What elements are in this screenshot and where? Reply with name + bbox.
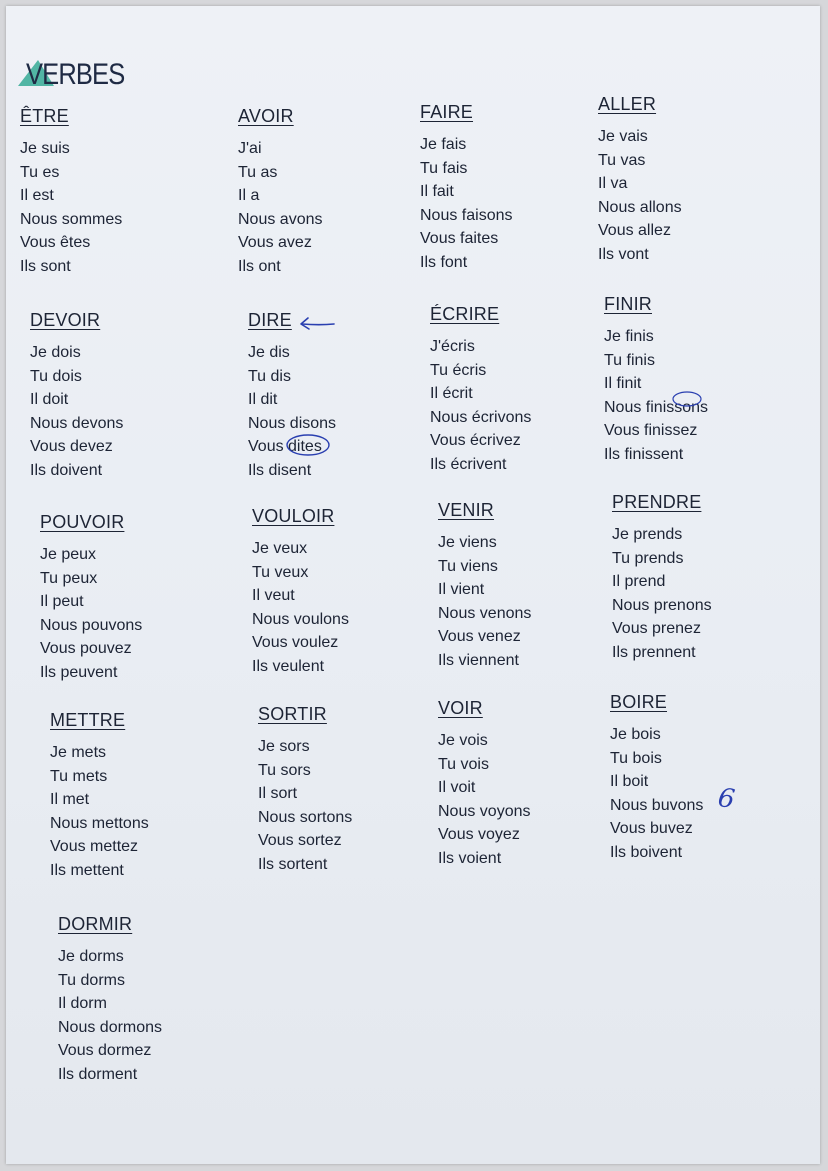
conjugation-list xyxy=(20,137,122,278)
conjugation-form: Je finis xyxy=(604,328,654,345)
conjugation-form: Tu dois xyxy=(30,367,82,385)
conjugation-form: Vous dormez xyxy=(58,1042,152,1059)
conjugation-list xyxy=(598,125,682,266)
conjugation-form: Je sors xyxy=(258,738,310,755)
conjugation-form: Il voit xyxy=(438,779,476,796)
verb-block-pouvoir xyxy=(40,512,142,684)
conjugation-form: Il sort xyxy=(258,785,298,802)
conjugation-form: Tu veux xyxy=(252,563,309,581)
conjugation-form: J'ai xyxy=(238,140,262,157)
page-title: VERBES xyxy=(26,58,125,91)
conjugation-form: Ils ont xyxy=(238,257,281,275)
verb-block-devoir xyxy=(30,310,123,482)
conjugation-form: Il veut xyxy=(252,587,295,604)
conjugation-form: Je prends xyxy=(612,526,683,543)
conjugation-form: Tu viens xyxy=(438,557,498,575)
verb-block-vouloir xyxy=(252,506,349,678)
conjugation-form: Il dorm xyxy=(58,995,107,1012)
conjugation-form: Nous devons xyxy=(30,414,124,432)
conjugation-form: Vous sortez xyxy=(258,832,342,849)
conjugation-form: Ils viennent xyxy=(438,651,519,669)
conjugation-form: Il fait xyxy=(420,183,454,200)
verb-block-dormir xyxy=(58,914,162,1086)
conjugation-form: Il écrit xyxy=(430,385,473,402)
verb-block-aller xyxy=(598,94,682,266)
conjugation-form: Nous finissons xyxy=(604,398,709,416)
conjugation-form: Je peux xyxy=(40,546,97,563)
left-arrow-icon xyxy=(298,314,338,332)
verb-name: ÉCRIRE xyxy=(430,304,500,324)
conjugation-form: Il va xyxy=(598,175,628,192)
conjugation-form: Il a xyxy=(238,187,260,204)
conjugation-form: Nous pouvons xyxy=(40,616,143,634)
conjugation-form: Ils écrivent xyxy=(430,455,507,473)
conjugation-form: Tu peux xyxy=(40,569,98,587)
conjugation-form: Nous allons xyxy=(598,198,682,216)
conjugation-form: Tu dis xyxy=(248,367,291,385)
conjugation-form: Nous écrivons xyxy=(430,408,532,426)
verb-block-sortir xyxy=(258,704,352,876)
conjugation-form: Ils doivent xyxy=(30,461,103,479)
conjugation-list xyxy=(40,543,142,684)
conjugation-form: Ils peuvent xyxy=(40,663,118,681)
conjugation-form: Il dit xyxy=(248,391,278,408)
conjugation-list xyxy=(438,531,531,672)
conjugation-form: Ils boivent xyxy=(610,843,683,861)
conjugation-form: Il finit xyxy=(604,375,642,392)
conjugation-list xyxy=(612,523,712,664)
conjugation-form: Tu vois xyxy=(438,755,489,773)
conjugation-form: Ils mettent xyxy=(50,861,124,879)
conjugation-form: Il vient xyxy=(438,581,485,598)
circle-annotation-icon xyxy=(670,389,704,409)
conjugation-form: Nous prenons xyxy=(612,596,712,614)
conjugation-form: Nous dormons xyxy=(58,1018,163,1036)
verb-name: PRENDRE xyxy=(612,492,702,512)
conjugation-list xyxy=(420,133,513,274)
verb-block-ecrire xyxy=(430,304,531,476)
conjugation-list xyxy=(438,729,531,870)
conjugation-form: Ils dorment xyxy=(58,1065,138,1083)
conjugation-form: J'écris xyxy=(430,338,475,355)
conjugation-form: Vous finissez xyxy=(604,422,698,439)
conjugation-form: Ils veulent xyxy=(252,657,325,675)
verb-name: ALLER xyxy=(598,94,657,114)
conjugation-form: Je dorms xyxy=(58,948,124,965)
verb-name: FINIR xyxy=(604,294,652,314)
conjugation-form: Tu mets xyxy=(50,767,108,785)
conjugation-list xyxy=(58,945,162,1086)
conjugation-form: Vous écrivez xyxy=(430,432,521,449)
conjugation-list xyxy=(50,741,149,882)
conjugation-form: Il prend xyxy=(612,573,666,590)
conjugation-form: Il est xyxy=(20,187,54,204)
conjugation-list xyxy=(248,341,336,482)
verb-block-faire xyxy=(420,102,513,274)
conjugation-form: Tu finis xyxy=(604,351,655,369)
conjugation-form: Vous avez xyxy=(238,234,312,251)
conjugation-form: Je dois xyxy=(30,344,81,361)
conjugation-list xyxy=(430,335,531,476)
conjugation-form: Je suis xyxy=(20,140,70,157)
conjugation-form: Je bois xyxy=(610,726,661,743)
conjugation-form: Tu es xyxy=(20,163,60,181)
conjugation-form: Nous mettons xyxy=(50,814,149,832)
verb-name: ÊTRE xyxy=(20,106,69,126)
conjugation-form: Je viens xyxy=(438,534,497,551)
conjugation-form: Tu vas xyxy=(598,151,646,169)
conjugation-form: Je veux xyxy=(252,540,308,557)
conjugation-form: Vous voyez xyxy=(438,826,520,843)
conjugation-form: Ils prennent xyxy=(612,643,696,661)
conjugation-form: Vous êtes xyxy=(20,234,91,251)
conjugation-list xyxy=(258,735,352,876)
conjugation-form: Tu bois xyxy=(610,749,662,767)
verb-name: DIRE xyxy=(248,310,292,330)
conjugation-form: Vous allez xyxy=(598,222,671,239)
handwritten-mark: 6 xyxy=(715,782,737,816)
conjugation-form: Vous mettez xyxy=(50,838,139,855)
conjugation-form: Tu sors xyxy=(258,761,311,779)
verb-name: METTRE xyxy=(50,710,126,730)
verb-block-finir xyxy=(604,294,708,466)
verb-name: AVOIR xyxy=(238,106,294,126)
conjugation-form: Ils voient xyxy=(438,849,502,867)
verb-block-voir xyxy=(438,698,531,870)
conjugation-form: Vous buvez xyxy=(610,820,693,837)
conjugation-form: Vous dites xyxy=(248,438,322,455)
verb-name: SORTIR xyxy=(258,704,327,724)
verb-name: FAIRE xyxy=(420,102,474,122)
conjugation-list xyxy=(238,137,323,278)
verb-name: DEVOIR xyxy=(30,310,101,330)
conjugation-form: Tu dorms xyxy=(58,971,125,989)
conjugation-form: Je dis xyxy=(248,344,290,361)
conjugation-form: Ils sont xyxy=(20,257,71,275)
conjugation-list xyxy=(30,341,123,482)
conjugation-form: Je fais xyxy=(420,136,467,153)
conjugation-form: Il boit xyxy=(610,773,649,790)
conjugation-form: Nous sommes xyxy=(20,210,123,228)
conjugation-list xyxy=(252,537,349,678)
conjugation-form: Vous voulez xyxy=(252,634,339,651)
verb-name: VOULOIR xyxy=(252,506,335,526)
verb-block-etre xyxy=(20,106,122,278)
conjugation-form: Vous prenez xyxy=(612,620,701,637)
verb-name: VOIR xyxy=(438,698,483,718)
conjugation-form: Vous devez xyxy=(30,438,113,455)
conjugation-form: Vous faites xyxy=(420,230,499,247)
conjugation-form: Nous faisons xyxy=(420,206,513,224)
conjugation-form: Tu as xyxy=(238,163,278,181)
conjugation-form: Ils finissent xyxy=(604,445,684,463)
verb-block-venir xyxy=(438,500,531,672)
conjugation-form: Je mets xyxy=(50,744,107,761)
worksheet-page xyxy=(6,6,820,1164)
conjugation-form: Il met xyxy=(50,791,90,808)
conjugation-form: Nous venons xyxy=(438,604,532,622)
verb-name: DORMIR xyxy=(58,914,133,934)
verb-block-mettre xyxy=(50,710,149,882)
conjugation-form: Ils disent xyxy=(248,461,312,479)
circle-annotation-icon xyxy=(284,432,332,458)
title-block xyxy=(16,56,126,96)
conjugation-list xyxy=(610,723,703,864)
conjugation-form: Nous avons xyxy=(238,210,323,228)
conjugation-form: Il peut xyxy=(40,593,84,610)
verb-block-avoir xyxy=(238,106,323,278)
conjugation-form: Nous sortons xyxy=(258,808,353,826)
conjugation-form: Tu prends xyxy=(612,549,684,567)
conjugation-form: Je vois xyxy=(438,732,488,749)
conjugation-form: Nous disons xyxy=(248,414,337,432)
conjugation-form: Ils font xyxy=(420,253,468,271)
conjugation-form: Vous venez xyxy=(438,628,521,645)
conjugation-form: Ils vont xyxy=(598,245,649,263)
conjugation-form: Nous voulons xyxy=(252,610,349,628)
verb-name: BOIRE xyxy=(610,692,668,712)
verb-name: VENIR xyxy=(438,500,495,520)
conjugation-form: Nous voyons xyxy=(438,802,531,820)
conjugation-form: Je vais xyxy=(598,128,648,145)
verb-block-boire xyxy=(610,692,703,864)
verb-name: POUVOIR xyxy=(40,512,125,532)
conjugation-form: Nous buvons xyxy=(610,796,704,814)
conjugation-form: Ils sortent xyxy=(258,855,328,873)
verb-block-prendre xyxy=(612,492,712,664)
conjugation-form: Vous pouvez xyxy=(40,640,132,657)
conjugation-form: Il doit xyxy=(30,391,69,408)
conjugation-form: Tu fais xyxy=(420,159,468,177)
conjugation-form: Tu écris xyxy=(430,361,487,379)
